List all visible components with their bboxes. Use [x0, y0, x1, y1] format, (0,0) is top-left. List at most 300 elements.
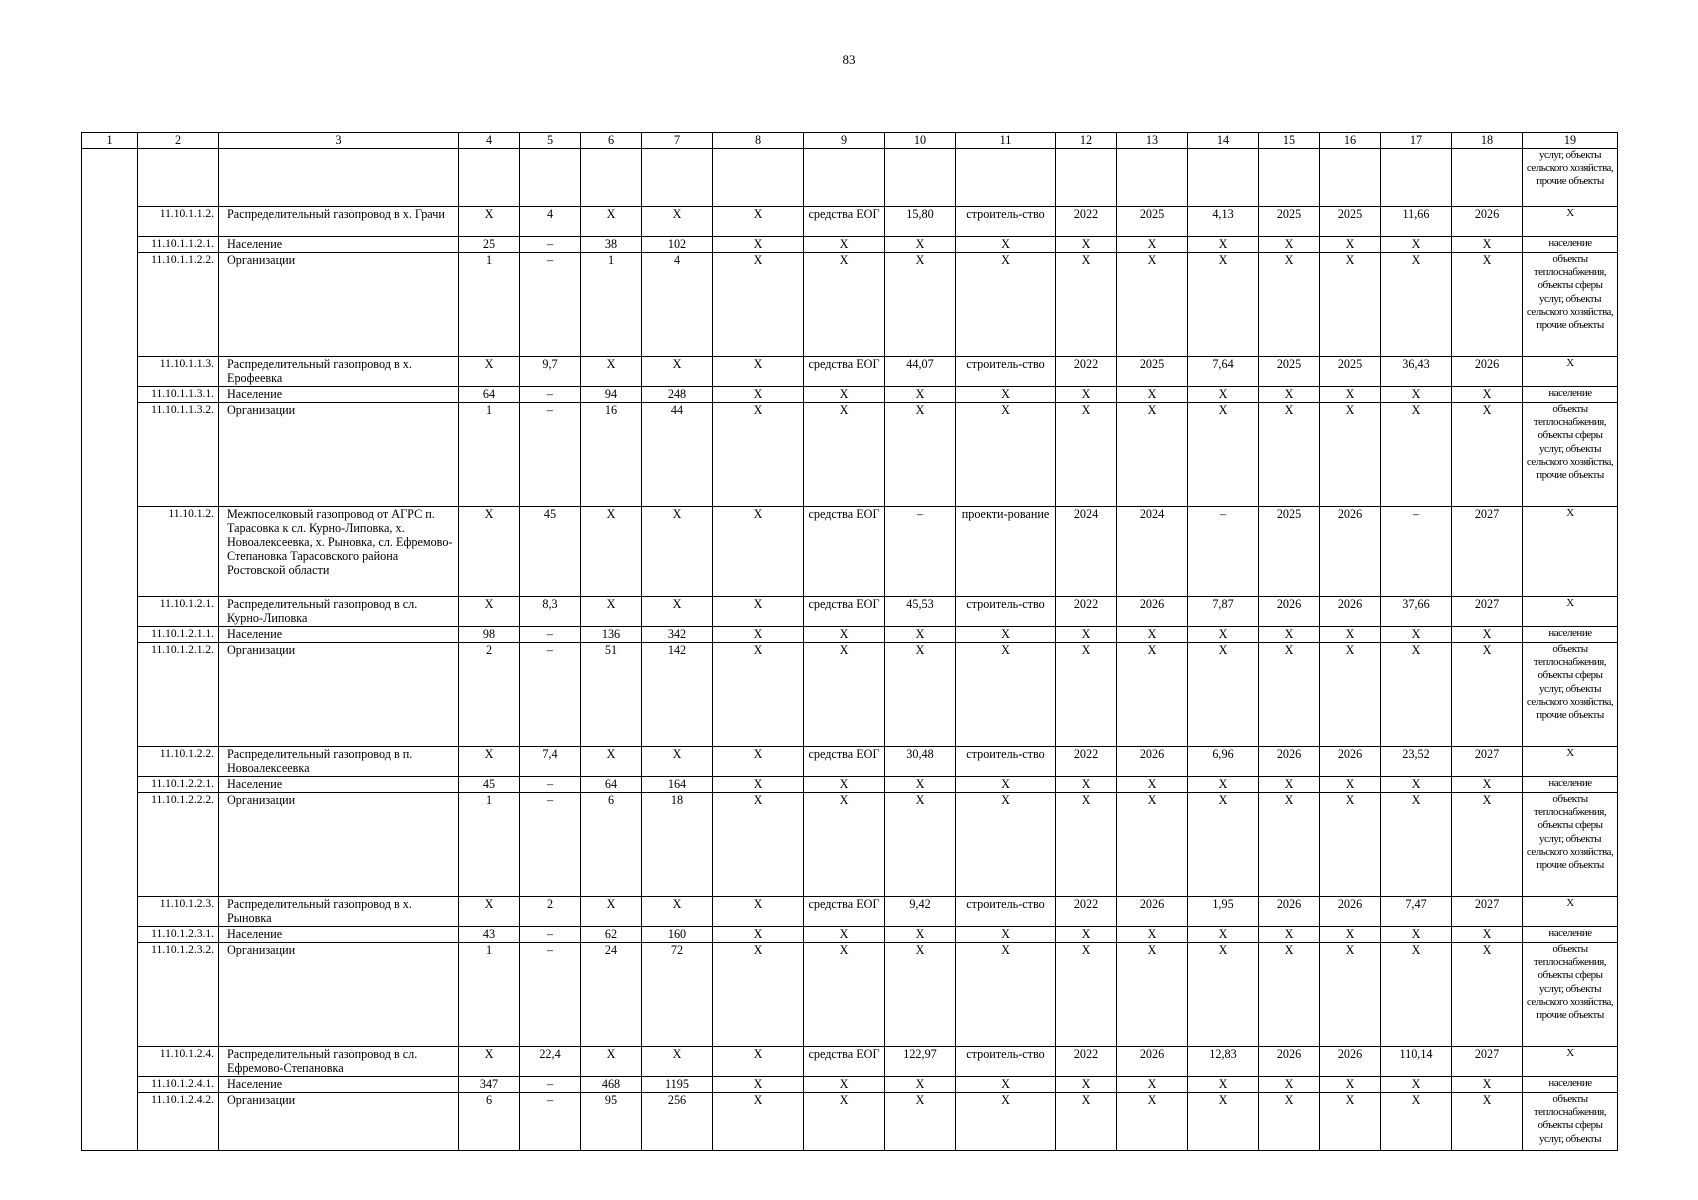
cell-col-12: Х	[1056, 777, 1117, 793]
cell-col-13: 2026	[1117, 1047, 1188, 1077]
cell-col-2: 11.10.1.2.2.	[138, 747, 219, 777]
cell-col-4: 64	[459, 387, 520, 403]
cell-col-5: –	[520, 927, 581, 943]
cell-col-3: Население	[219, 387, 459, 403]
header-cell-12: 12	[1056, 133, 1117, 149]
cell-col-18: Х	[1452, 387, 1523, 403]
cell-col-4: Х	[459, 897, 520, 927]
cell-col-19: население	[1523, 777, 1618, 793]
cell-col-17: 36,43	[1381, 357, 1452, 387]
cell-col-7: 72	[642, 943, 713, 1047]
cell-col-17: 7,47	[1381, 897, 1452, 927]
header-cell-18: 18	[1452, 133, 1523, 149]
cell-col-13: 2025	[1117, 207, 1188, 237]
cell-col-18: Х	[1452, 403, 1523, 507]
cell-col-16: 2026	[1320, 747, 1381, 777]
cell-col-5: 2	[520, 897, 581, 927]
table-row	[82, 387, 1618, 403]
cell-col-3: Распределительный газопровод в п. Новоалексеевка	[219, 747, 459, 777]
cell-col-16: 2026	[1320, 597, 1381, 627]
cell-col-2: 11.10.1.2.	[138, 507, 219, 597]
cell-col-12: Х	[1056, 643, 1117, 747]
cell-col-16: Х	[1320, 627, 1381, 643]
cell-col-15: 2025	[1259, 507, 1320, 597]
cell-col-15: Х	[1259, 237, 1320, 253]
cell-col-6: 95	[581, 1093, 642, 1151]
cell-col-9: средства ЕОГ	[804, 507, 885, 597]
cell-col-3: Распределительный газопровод в х. Рыновка	[219, 897, 459, 927]
cell-col-10: Х	[885, 1077, 956, 1093]
cell-col-11: строитель-ство	[956, 207, 1056, 237]
cell-col-3: Распределительный газопровод в сл. Курно-Липовка	[219, 597, 459, 627]
cell-col-7: 160	[642, 927, 713, 943]
cell-col-6: Х	[581, 747, 642, 777]
cell-col-6: 64	[581, 777, 642, 793]
cell-col-5: 4	[520, 207, 581, 237]
cell-col-18: Х	[1452, 627, 1523, 643]
cell-col-10: 15,80	[885, 207, 956, 237]
cell-col-18: Х	[1452, 793, 1523, 897]
cell-col-14: 7,87	[1188, 597, 1259, 627]
cell-col-15: Х	[1259, 253, 1320, 357]
cell-col-9: средства ЕОГ	[804, 747, 885, 777]
cell-col-11: строитель-ство	[956, 597, 1056, 627]
cell-col-6: Х	[581, 207, 642, 237]
cell-col-12: 2022	[1056, 747, 1117, 777]
cell-col-8: Х	[713, 597, 804, 627]
cell-col-2: 11.10.1.2.1.2.	[138, 643, 219, 747]
cell-col-9	[804, 149, 885, 207]
cell-col-13: Х	[1117, 793, 1188, 897]
header-cell-17: 17	[1381, 133, 1452, 149]
cell-col-5: 45	[520, 507, 581, 597]
cell-col-12: Х	[1056, 943, 1117, 1047]
cell-col-16	[1320, 149, 1381, 207]
cell-col-4: Х	[459, 747, 520, 777]
cell-col-1	[82, 643, 138, 747]
cell-col-18: Х	[1452, 777, 1523, 793]
cell-col-14: –	[1188, 507, 1259, 597]
cell-col-9: Х	[804, 387, 885, 403]
table-row	[82, 597, 1618, 627]
cell-col-18: Х	[1452, 253, 1523, 357]
cell-col-8: Х	[713, 403, 804, 507]
cell-col-18: 2027	[1452, 747, 1523, 777]
header-cell-4: 4	[459, 133, 520, 149]
cell-col-19: объекты теплоснабжения, объекты сферы услуг, объекты сельского хозяйства, прочие объекты	[1523, 643, 1618, 747]
cell-col-3: Организации	[219, 793, 459, 897]
cell-col-16: Х	[1320, 253, 1381, 357]
cell-col-14: 4,13	[1188, 207, 1259, 237]
cell-col-1	[82, 777, 138, 793]
table-row	[82, 149, 1618, 207]
cell-col-12: 2022	[1056, 897, 1117, 927]
cell-col-7: 342	[642, 627, 713, 643]
cell-col-16: 2026	[1320, 507, 1381, 597]
table-row	[82, 207, 1618, 237]
cell-col-18: Х	[1452, 1093, 1523, 1151]
cell-col-8: Х	[713, 793, 804, 897]
cell-col-19: Х	[1523, 897, 1618, 927]
cell-col-14: 12,83	[1188, 1047, 1259, 1077]
cell-col-13: Х	[1117, 387, 1188, 403]
cell-col-4: 25	[459, 237, 520, 253]
cell-col-11: Х	[956, 927, 1056, 943]
cell-col-10: –	[885, 507, 956, 597]
cell-col-7: 4	[642, 253, 713, 357]
cell-col-16: 2026	[1320, 1047, 1381, 1077]
cell-col-3: Население	[219, 627, 459, 643]
cell-col-9: Х	[804, 777, 885, 793]
cell-col-13: Х	[1117, 1077, 1188, 1093]
cell-col-8: Х	[713, 1047, 804, 1077]
cell-col-14: Х	[1188, 627, 1259, 643]
cell-col-11: строитель-ство	[956, 897, 1056, 927]
cell-col-13: Х	[1117, 643, 1188, 747]
header-cell-3: 3	[219, 133, 459, 149]
cell-col-4: Х	[459, 1047, 520, 1077]
cell-col-1	[82, 1093, 138, 1151]
cell-col-1	[82, 149, 138, 207]
cell-col-7: Х	[642, 747, 713, 777]
cell-col-11: Х	[956, 237, 1056, 253]
cell-col-11: строитель-ство	[956, 747, 1056, 777]
cell-col-18: 2026	[1452, 357, 1523, 387]
cell-col-1	[82, 507, 138, 597]
cell-col-17: –	[1381, 507, 1452, 597]
cell-col-2: 11.10.1.1.2.2.	[138, 253, 219, 357]
cell-col-6: 62	[581, 927, 642, 943]
header-cell-16: 16	[1320, 133, 1381, 149]
cell-col-11: строитель-ство	[956, 1047, 1056, 1077]
header-cell-7: 7	[642, 133, 713, 149]
cell-col-2: 11.10.1.2.4.1.	[138, 1077, 219, 1093]
cell-col-19: население	[1523, 237, 1618, 253]
cell-col-6: 136	[581, 627, 642, 643]
data-table	[81, 132, 1618, 1151]
cell-col-5: –	[520, 403, 581, 507]
cell-col-9: средства ЕОГ	[804, 357, 885, 387]
cell-col-9: Х	[804, 943, 885, 1047]
cell-col-3: Население	[219, 237, 459, 253]
cell-col-15: Х	[1259, 1093, 1320, 1151]
cell-col-14: Х	[1188, 643, 1259, 747]
cell-col-15: 2026	[1259, 897, 1320, 927]
cell-col-13: 2024	[1117, 507, 1188, 597]
cell-col-19: Х	[1523, 507, 1618, 597]
cell-col-6: Х	[581, 897, 642, 927]
cell-col-2: 11.10.1.2.4.	[138, 1047, 219, 1077]
cell-col-5	[520, 149, 581, 207]
cell-col-17: 110,14	[1381, 1047, 1452, 1077]
cell-col-1	[82, 897, 138, 927]
cell-col-10: Х	[885, 627, 956, 643]
cell-col-13: Х	[1117, 237, 1188, 253]
cell-col-5: –	[520, 1077, 581, 1093]
cell-col-1	[82, 747, 138, 777]
cell-col-6: Х	[581, 1047, 642, 1077]
cell-col-2: 11.10.1.1.3.	[138, 357, 219, 387]
cell-col-14: 6,96	[1188, 747, 1259, 777]
cell-col-10: Х	[885, 387, 956, 403]
cell-col-17: Х	[1381, 777, 1452, 793]
cell-col-18: 2027	[1452, 597, 1523, 627]
cell-col-17: Х	[1381, 643, 1452, 747]
cell-col-9: Х	[804, 643, 885, 747]
cell-col-10: Х	[885, 1093, 956, 1151]
cell-col-16: Х	[1320, 237, 1381, 253]
cell-col-19: население	[1523, 627, 1618, 643]
cell-col-18: 2027	[1452, 507, 1523, 597]
cell-col-3: Население	[219, 777, 459, 793]
cell-col-7: 248	[642, 387, 713, 403]
header-cell-2: 2	[138, 133, 219, 149]
cell-col-17: Х	[1381, 403, 1452, 507]
cell-col-2: 11.10.1.2.3.2.	[138, 943, 219, 1047]
cell-col-13: Х	[1117, 253, 1188, 357]
cell-col-4: 1	[459, 943, 520, 1047]
cell-col-7: Х	[642, 357, 713, 387]
cell-col-19: Х	[1523, 207, 1618, 237]
cell-col-13	[1117, 149, 1188, 207]
cell-col-11: Х	[956, 403, 1056, 507]
cell-col-9: средства ЕОГ	[804, 597, 885, 627]
cell-col-12: 2022	[1056, 357, 1117, 387]
cell-col-17: Х	[1381, 627, 1452, 643]
cell-col-5: –	[520, 777, 581, 793]
header-cell-15: 15	[1259, 133, 1320, 149]
cell-col-11: Х	[956, 1077, 1056, 1093]
cell-col-17: 11,66	[1381, 207, 1452, 237]
cell-col-14: Х	[1188, 1077, 1259, 1093]
cell-col-13: Х	[1117, 943, 1188, 1047]
cell-col-2: 11.10.1.2.4.2.	[138, 1093, 219, 1151]
table-row	[82, 627, 1618, 643]
cell-col-14: Х	[1188, 387, 1259, 403]
cell-col-1	[82, 253, 138, 357]
cell-col-16: Х	[1320, 387, 1381, 403]
cell-col-13: Х	[1117, 627, 1188, 643]
table-row	[82, 253, 1618, 357]
header-cell-11: 11	[956, 133, 1056, 149]
header-cell-8: 8	[713, 133, 804, 149]
cell-col-16: Х	[1320, 943, 1381, 1047]
cell-col-17: 37,66	[1381, 597, 1452, 627]
cell-col-9: Х	[804, 627, 885, 643]
cell-col-6: 6	[581, 793, 642, 897]
cell-col-6: 16	[581, 403, 642, 507]
cell-col-18	[1452, 149, 1523, 207]
table-row	[82, 507, 1618, 597]
cell-col-2: 11.10.1.2.2.2.	[138, 793, 219, 897]
cell-col-12: 2022	[1056, 207, 1117, 237]
cell-col-4: 1	[459, 403, 520, 507]
cell-col-3: Организации	[219, 253, 459, 357]
cell-col-10: 44,07	[885, 357, 956, 387]
cell-col-6: 94	[581, 387, 642, 403]
cell-col-18: Х	[1452, 943, 1523, 1047]
cell-col-11: Х	[956, 1093, 1056, 1151]
table-row	[82, 777, 1618, 793]
cell-col-19: объекты теплоснабжения, объекты сферы услуг, объекты сельского хозяйства, прочие объекты	[1523, 403, 1618, 507]
cell-col-15: Х	[1259, 793, 1320, 897]
cell-col-16: Х	[1320, 793, 1381, 897]
cell-col-18: 2027	[1452, 1047, 1523, 1077]
cell-col-13: 2025	[1117, 357, 1188, 387]
cell-col-10	[885, 149, 956, 207]
cell-col-14: Х	[1188, 793, 1259, 897]
cell-col-5: –	[520, 943, 581, 1047]
cell-col-16: Х	[1320, 403, 1381, 507]
cell-col-13: 2026	[1117, 597, 1188, 627]
cell-col-6: 38	[581, 237, 642, 253]
cell-col-13: Х	[1117, 1093, 1188, 1151]
cell-col-1	[82, 943, 138, 1047]
cell-col-14: Х	[1188, 927, 1259, 943]
cell-col-15: 2025	[1259, 207, 1320, 237]
header-cell-14: 14	[1188, 133, 1259, 149]
cell-col-12: 2022	[1056, 1047, 1117, 1077]
cell-col-8: Х	[713, 777, 804, 793]
cell-col-7: Х	[642, 597, 713, 627]
cell-col-15: Х	[1259, 387, 1320, 403]
cell-col-14: 1,95	[1188, 897, 1259, 927]
cell-col-17: Х	[1381, 943, 1452, 1047]
cell-col-11: Х	[956, 943, 1056, 1047]
cell-col-6: 468	[581, 1077, 642, 1093]
cell-col-17: Х	[1381, 1093, 1452, 1151]
cell-col-17	[1381, 149, 1452, 207]
cell-col-5: –	[520, 237, 581, 253]
cell-col-12	[1056, 149, 1117, 207]
cell-col-8: Х	[713, 237, 804, 253]
cell-col-1	[82, 1047, 138, 1077]
cell-col-6: 1	[581, 253, 642, 357]
header-cell-19: 19	[1523, 133, 1618, 149]
cell-col-14: Х	[1188, 1093, 1259, 1151]
cell-col-15: 2026	[1259, 597, 1320, 627]
cell-col-5: –	[520, 793, 581, 897]
header-cell-6: 6	[581, 133, 642, 149]
header-cell-13: 13	[1117, 133, 1188, 149]
cell-col-9: Х	[804, 927, 885, 943]
cell-col-13: 2026	[1117, 897, 1188, 927]
cell-col-4: 2	[459, 643, 520, 747]
cell-col-2: 11.10.1.1.2.	[138, 207, 219, 237]
cell-col-6: Х	[581, 507, 642, 597]
cell-col-2	[138, 149, 219, 207]
cell-col-17: Х	[1381, 793, 1452, 897]
cell-col-10: Х	[885, 777, 956, 793]
cell-col-2: 11.10.1.2.2.1.	[138, 777, 219, 793]
cell-col-10: 122,97	[885, 1047, 956, 1077]
cell-col-19: объекты теплоснабжения, объекты сферы услуг, объекты сельского хозяйства, прочие объекты	[1523, 253, 1618, 357]
cell-col-2: 11.10.1.2.1.1.	[138, 627, 219, 643]
header-cell-5: 5	[520, 133, 581, 149]
cell-col-10: Х	[885, 237, 956, 253]
cell-col-6: 51	[581, 643, 642, 747]
table-row	[82, 357, 1618, 387]
cell-col-11: Х	[956, 627, 1056, 643]
cell-col-3	[219, 149, 459, 207]
cell-col-10: 45,53	[885, 597, 956, 627]
cell-col-18: Х	[1452, 927, 1523, 943]
cell-col-2: 11.10.1.2.3.1.	[138, 927, 219, 943]
cell-col-9: средства ЕОГ	[804, 897, 885, 927]
cell-col-16: 2025	[1320, 207, 1381, 237]
cell-col-16: Х	[1320, 1077, 1381, 1093]
cell-col-9: Х	[804, 237, 885, 253]
cell-col-9: Х	[804, 1077, 885, 1093]
cell-col-15	[1259, 149, 1320, 207]
cell-col-8: Х	[713, 897, 804, 927]
cell-col-8: Х	[713, 943, 804, 1047]
cell-col-8: Х	[713, 643, 804, 747]
cell-col-18: Х	[1452, 1077, 1523, 1093]
cell-col-17: Х	[1381, 237, 1452, 253]
cell-col-4: 1	[459, 253, 520, 357]
cell-col-12: Х	[1056, 1077, 1117, 1093]
cell-col-3: Межпоселковый газопровод от АГРС п. Тарасовка к сл. Курно-Липовка, х. Новоалексеевка, х. Рыновка, сл. Ефремово-Степановка Тарасовского района Ростовской области	[219, 507, 459, 597]
cell-col-15: 2026	[1259, 1047, 1320, 1077]
cell-col-3: Распределительный газопровод в х. Грачи	[219, 207, 459, 237]
cell-col-11: Х	[956, 387, 1056, 403]
cell-col-15: Х	[1259, 943, 1320, 1047]
cell-col-10: Х	[885, 927, 956, 943]
cell-col-1	[82, 793, 138, 897]
cell-col-7: 256	[642, 1093, 713, 1151]
cell-col-5: 9,7	[520, 357, 581, 387]
cell-col-5: 22,4	[520, 1047, 581, 1077]
cell-col-19: Х	[1523, 1047, 1618, 1077]
table-row	[82, 747, 1618, 777]
table-header	[82, 133, 1618, 149]
cell-col-19: Х	[1523, 747, 1618, 777]
cell-col-19: Х	[1523, 357, 1618, 387]
header-cell-9: 9	[804, 133, 885, 149]
cell-col-4: 98	[459, 627, 520, 643]
cell-col-19: население	[1523, 927, 1618, 943]
cell-col-3: Организации	[219, 403, 459, 507]
cell-col-5: 7,4	[520, 747, 581, 777]
cell-col-4: 45	[459, 777, 520, 793]
cell-col-19: Х	[1523, 597, 1618, 627]
cell-col-15: Х	[1259, 1077, 1320, 1093]
cell-col-4: Х	[459, 207, 520, 237]
table-row	[82, 943, 1618, 1047]
cell-col-16: Х	[1320, 927, 1381, 943]
cell-col-14	[1188, 149, 1259, 207]
cell-col-18: 2027	[1452, 897, 1523, 927]
cell-col-3: Население	[219, 927, 459, 943]
cell-col-1	[82, 357, 138, 387]
cell-col-12: 2024	[1056, 507, 1117, 597]
cell-col-18: Х	[1452, 643, 1523, 747]
cell-col-15: Х	[1259, 403, 1320, 507]
cell-col-4: 6	[459, 1093, 520, 1151]
cell-col-2: 11.10.1.2.3.	[138, 897, 219, 927]
cell-col-4: Х	[459, 507, 520, 597]
cell-col-3: Организации	[219, 943, 459, 1047]
cell-col-4: Х	[459, 597, 520, 627]
header-cell-10: 10	[885, 133, 956, 149]
cell-col-7: 142	[642, 643, 713, 747]
table-row	[82, 1047, 1618, 1077]
cell-col-3: Организации	[219, 1093, 459, 1151]
cell-col-1	[82, 597, 138, 627]
table-row	[82, 237, 1618, 253]
cell-col-15: 2026	[1259, 747, 1320, 777]
